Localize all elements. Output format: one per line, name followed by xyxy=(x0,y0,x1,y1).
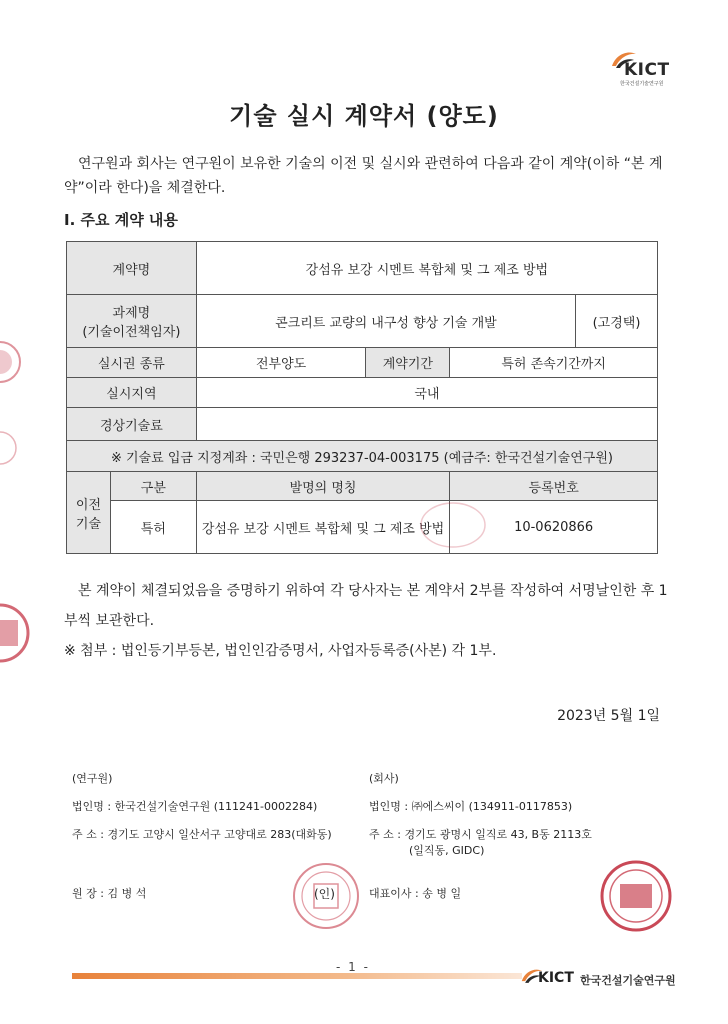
footer-logo xyxy=(520,966,690,990)
section-heading: I. 주요 계약 내용 xyxy=(64,211,178,229)
transfer-label-line1: 이전 xyxy=(75,497,102,513)
company-address-line: 주 소 : 경기도 광명시 일직로 43, B동 2113호 xyxy=(369,828,592,841)
attachment-note: ※ 첨부 : 법인등기부등본, 법인인감증명서, 사업자등록증(사본) 각 1부. xyxy=(64,643,497,659)
company-address-line2: (일직동, GIDC) xyxy=(409,844,485,857)
right-type-label: 실시권 종류 xyxy=(67,348,197,378)
row-invention: 강섬유 보강 시멘트 복합체 및 그 제조 방법 xyxy=(196,501,450,554)
project-person: (고경택) xyxy=(576,295,658,348)
right-type-value: 전부양도 xyxy=(196,348,366,378)
col-type-header: 구분 xyxy=(110,472,196,501)
project-value: 콘크리트 교량의 내구성 향상 기술 개발 xyxy=(196,295,575,348)
contract-name-value: 강섬유 보강 시멘트 복합체 및 그 제조 방법 xyxy=(196,242,657,295)
region-label: 실시지역 xyxy=(67,378,197,408)
closing-paragraph: 본 계약이 체결되었음을 증명하기 위하여 각 당사자는 본 계약서 2부를 작성하여 서명날인한 후 1부씩 보관한다. xyxy=(64,583,668,629)
company-seal-icon xyxy=(598,858,674,934)
row-reg-no: 10-0620866 xyxy=(450,501,658,554)
document-title: 기술 실시 계약서 (양도) xyxy=(229,102,499,130)
period-label: 계약기간 xyxy=(366,348,450,378)
faded-seal-icon xyxy=(418,500,488,550)
institute-corp-line: 법인명 : 한국건설기술연구원 (111241-0002284) xyxy=(72,800,318,813)
fee-value xyxy=(196,408,657,441)
contract-table xyxy=(66,241,658,554)
seal-mark: (인) xyxy=(314,887,335,901)
page-number: - 1 - xyxy=(336,960,370,974)
institute-head-line: 원 장 : 김 병 석 xyxy=(72,887,147,900)
footer-accent-bar xyxy=(72,973,522,979)
row-type: 특허 xyxy=(110,501,196,554)
institute-address-line: 주 소 : 경기도 고양시 일산서구 고양대로 283(대화동) xyxy=(72,828,332,841)
period-value: 특허 존속기간까지 xyxy=(450,348,658,378)
contract-name-label: 계약명 xyxy=(67,242,197,295)
edge-seal-icon xyxy=(0,430,18,466)
project-label-line1: 과제명 xyxy=(112,306,151,321)
company-head-line: 대표이사 : 송 병 일 xyxy=(369,887,462,900)
footer-institute-name: 한국건설기술연구원 xyxy=(580,974,676,987)
intro-paragraph: 연구원과 회사는 연구원이 보유한 기술의 이전 및 실시와 관련하여 다음과 같이 계약(이하 “본 계약”이라 한다)을 체결한다. xyxy=(64,156,663,196)
edge-seal-icon xyxy=(0,340,22,384)
footer-logo-text: KICT xyxy=(538,970,574,986)
transfer-label-line2: 기술 xyxy=(75,516,102,532)
kict-logo xyxy=(606,50,678,90)
logo-subtitle: 한국건설기술연구원 xyxy=(620,81,664,87)
institute-role: (연구원) xyxy=(72,772,113,785)
fee-label: 경상기술료 xyxy=(67,408,197,441)
region-value: 국내 xyxy=(196,378,657,408)
project-label-line2: (기술이전책임자) xyxy=(82,325,181,340)
logo-text: KICT xyxy=(624,60,670,80)
company-corp-line: 법인명 : ㈜에스씨이 (134911-0117853) xyxy=(369,800,573,813)
project-label xyxy=(67,295,197,348)
contract-date: 2023년 5월 1일 xyxy=(557,708,660,724)
col-reg-no-header: 등록번호 xyxy=(450,472,658,501)
transfer-tech-label xyxy=(67,472,111,554)
edge-seal-icon xyxy=(0,598,30,668)
col-invention-header: 발명의 명칭 xyxy=(196,472,450,501)
company-role: (회사) xyxy=(369,772,399,785)
account-note: ※ 기술료 입금 지정계좌 : 국민은행 293237-04-003175 (예금주: 한국건설기술연구원) xyxy=(67,441,658,472)
